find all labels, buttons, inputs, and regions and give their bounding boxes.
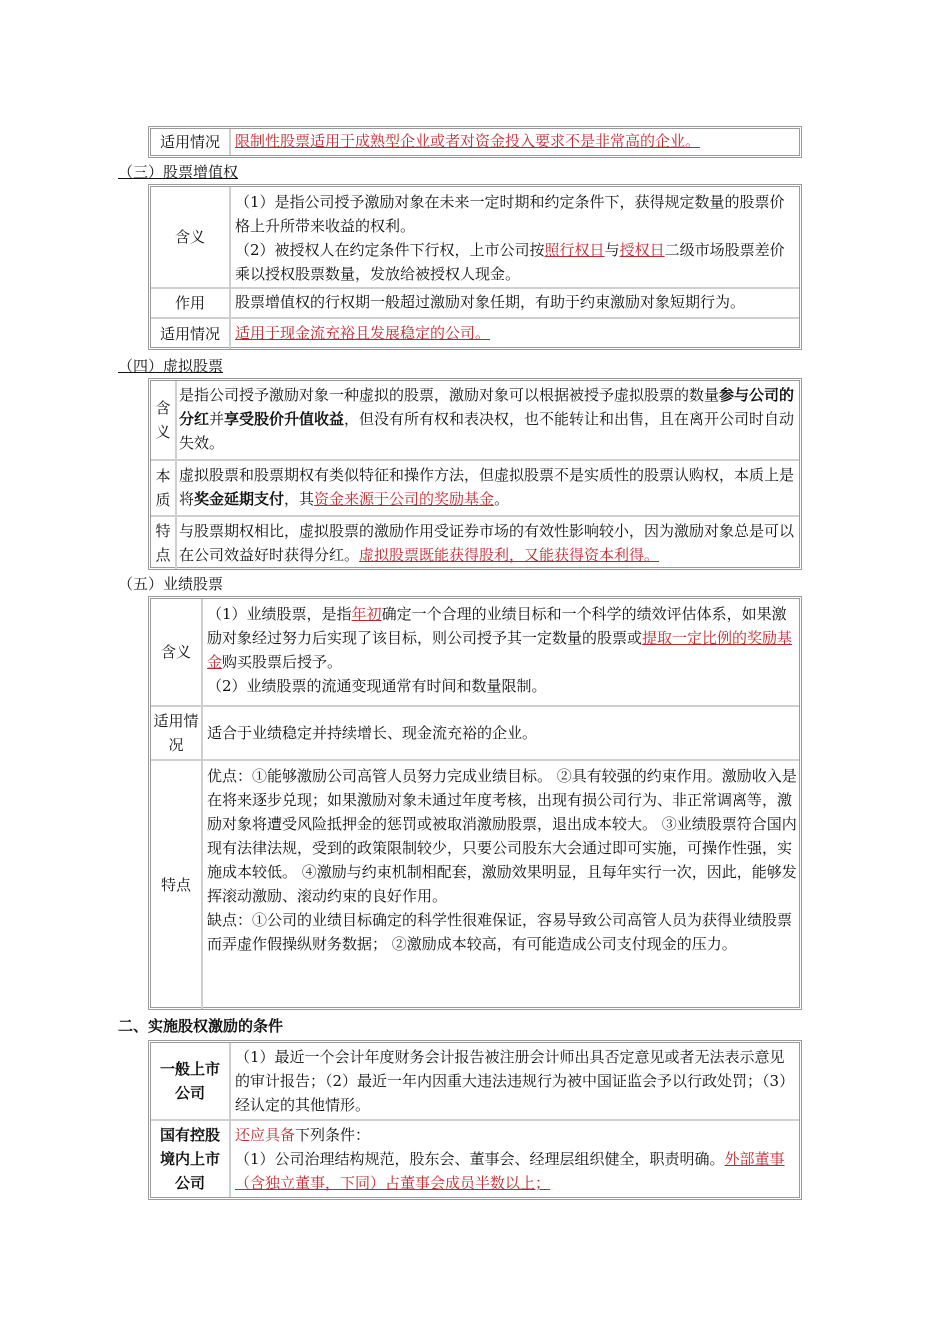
conditions-heading: 二、实施股权激励的条件 bbox=[118, 1017, 284, 1035]
meaning-cell: 是指公司授予激励对象一种虚拟的股票，激励对象可以根据被授予虚拟股票的数量参与公司的分红并享受股价升值收益，但没有所有权和表决权，也不能转让和出售，且在离开公司时自动失效。 bbox=[179, 386, 795, 452]
performance-heading: （五）业绩股票 bbox=[118, 575, 224, 593]
general-text: （1）最近一个会计年度财务会计报告被注册会计师出具否定意见或者无法表示意见的审计报告；（2）最近一年内因重大违法违规行为被中国证监会予以行政处罚；（3）经认定的其他情形。 bbox=[235, 1048, 795, 1114]
feature-cell: 优点：①能够激励公司高管人员努力完成业绩目标。 ②具有较强的约束作用。激励收入是在将来逐步兑现；如果激励对象未通过年度考核，出现有损公司行为、非正常调离等，激励对象将遭受风险抵押金的惩罚或被取消激励股票，退出成本较大。 ③业绩股票符合国内现有法律法规，受到的政策限制较少，只要公司股东大会通过即可实施，可操作性强，实施成本较低。 ④激励与约束机制相配套，激励效果明显，且每年实行一次，因此，能够发挥滚动激励、滚动约束的良好作用。 缺点：①公司的业绩目标确定的科学性很难保证，容易导致公司高管人员为获得业绩股票而弄虚作假操纵财务数据； ②激励成本较高，有可能造成公司支付现金的压力。 bbox=[207, 767, 797, 953]
restricted-stock-table bbox=[148, 126, 802, 158]
applicable-label: 适用情况 bbox=[151, 129, 231, 155]
performance-stock-table bbox=[148, 596, 802, 1010]
sar-heading: （三）股票增值权 bbox=[118, 163, 239, 181]
role-label: 作用 bbox=[151, 289, 231, 317]
meaning-cell: （1）业绩股票，是指年初确定一个合理的业绩目标和一个科学的绩效评估体系，如果激励对象经过努力后实现了该目标，则公司授予其一定数量的股票或提取一定比例的奖励基金购买股票后授予。 （2）业绩股票的流通变现通常有时间和数量限制。 bbox=[207, 605, 793, 695]
meaning-label: 含义 bbox=[151, 599, 203, 705]
general-label: 一般上市公司 bbox=[151, 1043, 231, 1119]
meaning-cell: （1）是指公司授予激励对象在未来一定时期和约定条件下，获得规定数量的股票价格上升所带来收益的权利。 （2）被授权人在约定条件下行权，上市公司按照行权日与授权日二级市场股票差价乘以授权股票数量，发放给被授权人现金。 bbox=[235, 193, 785, 283]
nature-cell: 虚拟股票和股票期权有类似特征和操作方法，但虚拟股票不是实质性的股票认购权，本质上是将奖金延期支付，其资金来源于公司的奖励基金。 bbox=[179, 466, 795, 508]
state-owned-cell: 还应具备下列条件： （1）公司治理结构规范，股东会、董事会、经理层组织健全，职责明确。外部董事（含独立董事，下同）占董事会成员半数以上； bbox=[235, 1126, 785, 1192]
role-text: 股票增值权的行权期一般超过激励对象任期，有助于约束激励对象短期行为。 bbox=[235, 293, 746, 311]
feature-label: 特点 bbox=[151, 761, 203, 1009]
sar-table bbox=[148, 184, 802, 350]
applicable-label: 适用情况 bbox=[151, 707, 203, 759]
state-owned-label: 国有控股境内上市公司 bbox=[151, 1121, 231, 1197]
feature-cell: 与股票期权相比，虚拟股票的激励作用受证券市场的有效性影响较小，因为激励对象总是可以在公司效益好时获得分红。虚拟股票既能获得股利，又能获得资本利得。 bbox=[179, 522, 795, 564]
applicable-text: 适用于现金流充裕且发展稳定的公司。 bbox=[235, 324, 491, 342]
applicable-text: 限制性股票适用于成熟型企业或者对资金投入要求不是非常高的企业。 bbox=[235, 132, 701, 150]
conditions-table bbox=[148, 1040, 802, 1200]
virtual-heading: （四）虚拟股票 bbox=[118, 357, 224, 375]
meaning-label: 含义 bbox=[151, 187, 231, 287]
virtual-stock-table: 含 义 是指公司授予激励对象一种虚拟的股票，激励对象可以根据被授予虚拟股票的数量参与公司的分红并享受股价升值收益，但没有所有权和表决权，也不能转让和出售，且在离开公司时自动失效。 本 质 虚拟股票和股票期权有类似特征和操作方法，但虚拟股票不是实质性的股票认购权，本质上是将奖金延期支付，其资金来源于公司的奖励基金。 特 点 与股票期权相比，虚拟股票的激励作用受证券市场的有效性影响较小，因为激励对象总是可以在公司效益好时获得分红。虚拟股票既能获得股利，又能获得资本利得。 bbox=[148, 378, 802, 570]
applicable-label: 适用情况 bbox=[151, 319, 231, 349]
applicable-text: 适合于业绩稳定并持续增长、现金流充裕的企业。 bbox=[207, 724, 538, 742]
